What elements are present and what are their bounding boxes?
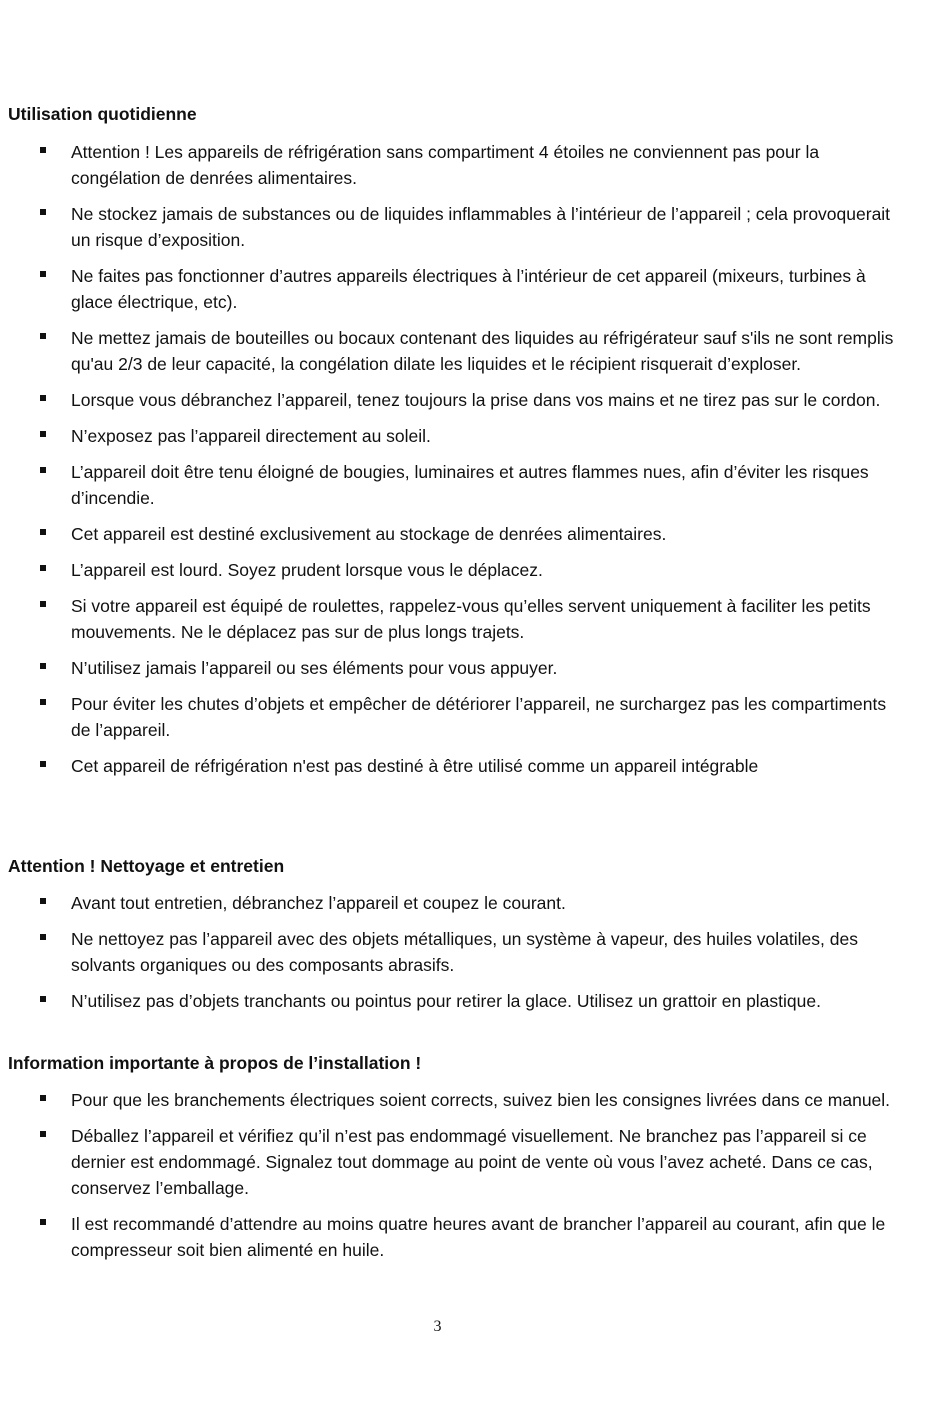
page-number: 3 (433, 1318, 442, 1335)
bullet-icon (40, 1219, 46, 1225)
list-item: Attention ! Les appareils de réfrigération sans compartiment 4 étoiles ne conviennent pas pour la congélation de denrées alimentaires. (0, 139, 896, 191)
list-item: Ne mettez jamais de bouteilles ou bocaux contenant des liquides au réfrigérateur sauf s'ils ne sont remplis qu'au 2/3 de leur capacité, la congélation dilate les liquides et le récipient risquerait d’exploser. (0, 325, 896, 377)
cleaning-list (0, 890, 950, 1024)
bullet-icon (40, 699, 46, 705)
bullet-icon (40, 601, 46, 607)
bullet-icon (40, 529, 46, 535)
bullet-icon (40, 898, 46, 904)
section-title-installation: Information importante à propos de l’installation ! (8, 1053, 422, 1073)
list-item: Ne faites pas fonctionner d’autres appareils électriques à l’intérieur de cet appareil (mixeurs, turbines à glace électrique, etc). (0, 263, 896, 315)
bullet-icon (40, 467, 46, 473)
section-title-cleaning: Attention ! Nettoyage et entretien (8, 856, 285, 876)
list-item: N’utilisez pas d’objets tranchants ou pointus pour retirer la glace. Utilisez un grattoir en plastique. (0, 988, 896, 1014)
section-title-daily-use: Utilisation quotidienne (8, 104, 197, 124)
bullet-icon (40, 395, 46, 401)
bullet-icon (40, 996, 46, 1002)
bullet-icon (40, 1095, 46, 1101)
bullet-icon (40, 565, 46, 571)
bullet-icon (40, 663, 46, 669)
list-item: Ne nettoyez pas l’appareil avec des objets métalliques, un système à vapeur, des huiles volatiles, des solvants organiques ou des composants abrasifs. (0, 926, 896, 978)
list-item: Il est recommandé d’attendre au moins quatre heures avant de brancher l’appareil au courant, afin que le compresseur soit bien alimenté en huile. (0, 1211, 896, 1263)
list-item: Si votre appareil est équipé de roulettes, rappelez-vous qu’elles servent uniquement à faciliter les petits mouvements. Ne le déplacez pas sur de plus longs trajets. (0, 593, 896, 645)
bullet-icon (40, 1131, 46, 1137)
bullet-icon (40, 333, 46, 339)
bullet-icon (40, 271, 46, 277)
list-item: L’appareil doit être tenu éloigné de bougies, luminaires et autres flammes nues, afin d’éviter les risques d’incendie. (0, 459, 896, 511)
bullet-icon (40, 431, 46, 437)
list-item: Pour que les branchements électriques soient corrects, suivez bien les consignes livrées dans ce manuel. (0, 1087, 896, 1113)
list-item: N’utilisez jamais l’appareil ou ses éléments pour vous appuyer. (0, 655, 896, 681)
list-item: L’appareil est lourd. Soyez prudent lorsque vous le déplacez. (0, 557, 896, 583)
list-item: Avant tout entretien, débranchez l’appareil et coupez le courant. (0, 890, 896, 916)
list-item: N’exposez pas l’appareil directement au soleil. (0, 423, 896, 449)
bullet-icon (40, 209, 46, 215)
list-item: Lorsque vous débranchez l’appareil, tenez toujours la prise dans vos mains et ne tirez pas sur le cordon. (0, 387, 896, 413)
list-item: Pour éviter les chutes d’objets et empêcher de détériorer l’appareil, ne surchargez pas les compartiments de l’appareil. (0, 691, 896, 743)
list-item: Cet appareil de réfrigération n'est pas destiné à être utilisé comme un appareil intégrable (0, 753, 896, 779)
bullet-icon (40, 934, 46, 940)
installation-list (0, 1087, 950, 1273)
bullet-icon (40, 761, 46, 767)
list-item: Cet appareil est destiné exclusivement au stockage de denrées alimentaires. (0, 521, 896, 547)
list-item: Déballez l’appareil et vérifiez qu’il n’est pas endommagé visuellement. Ne branchez pas l’appareil si ce dernier est endommagé. Signalez tout dommage au point de vente où vous l’avez acheté. Dans ce cas, conservez l’emballage. (0, 1123, 896, 1201)
bullet-icon (40, 147, 46, 153)
daily-use-list (0, 139, 950, 789)
list-item: Ne stockez jamais de substances ou de liquides inflammables à l’intérieur de l’appareil ; cela provoquerait un risque d’exposition. (0, 201, 896, 253)
